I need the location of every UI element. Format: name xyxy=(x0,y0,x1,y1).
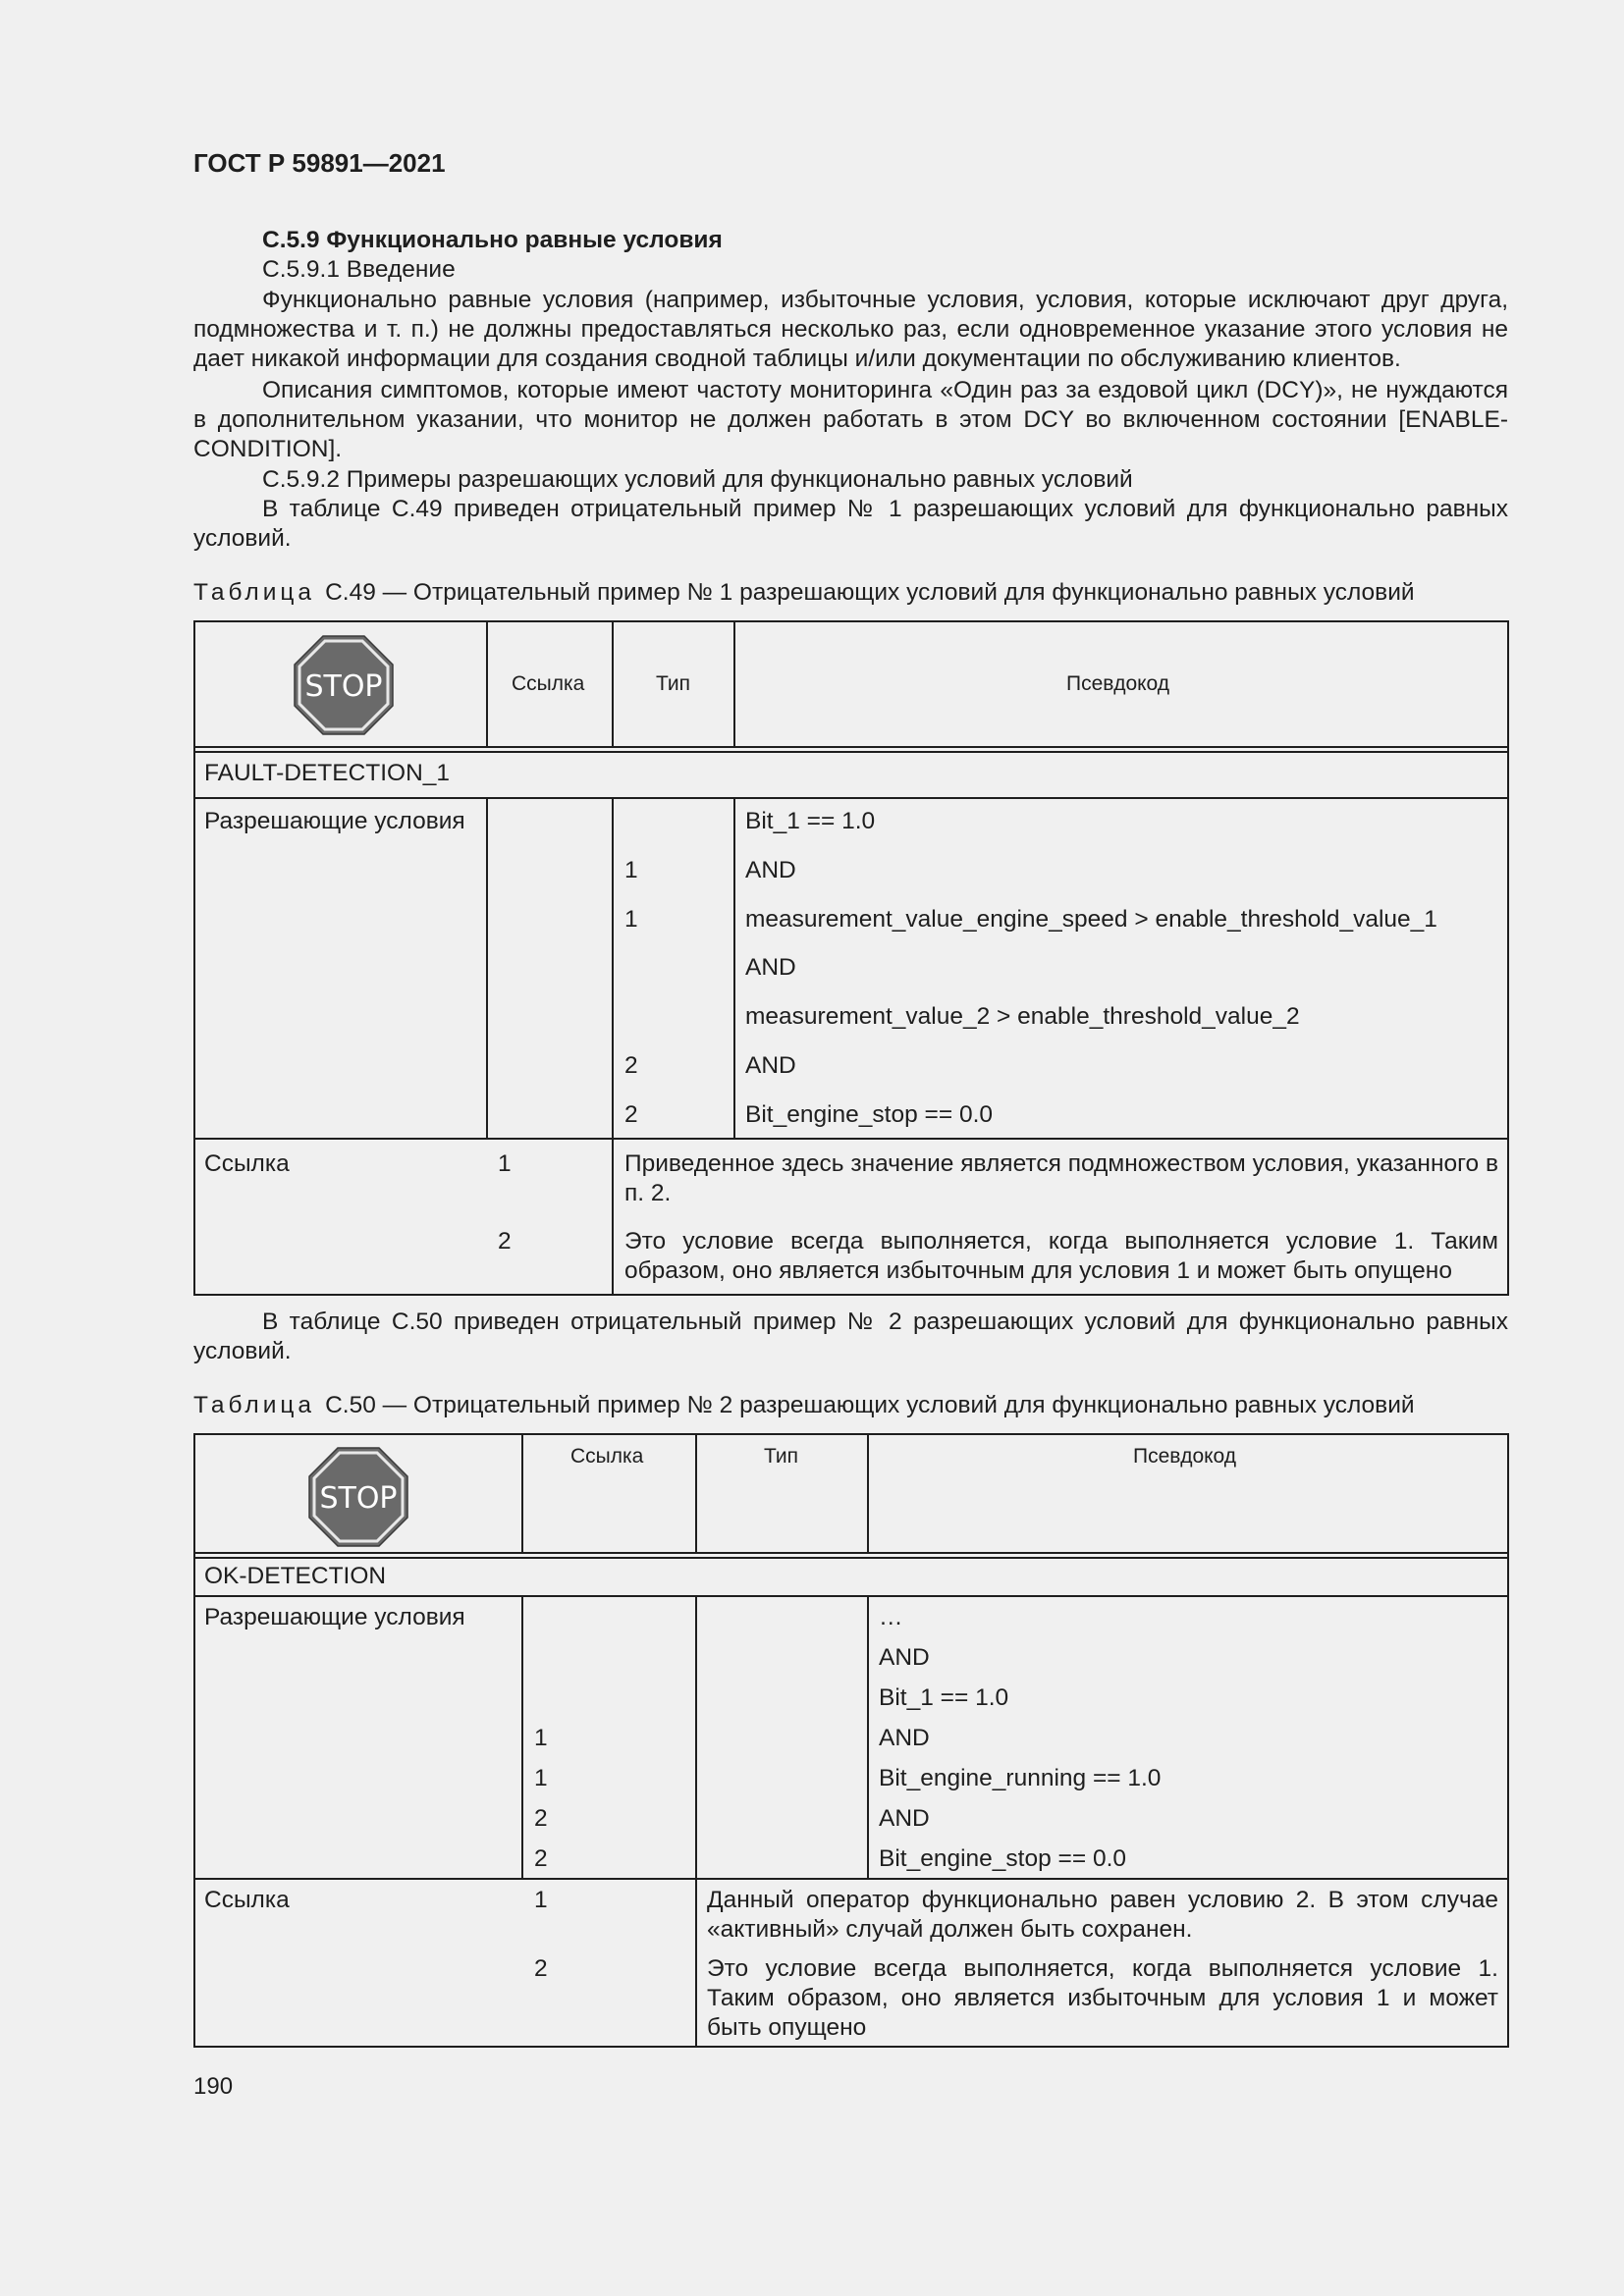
table50-caption-prefix: Таблица xyxy=(193,1392,316,1418)
document-id: ГОСТ Р 59891—2021 xyxy=(193,148,446,178)
table49-header-type: Тип xyxy=(656,672,691,695)
table50-code-1: AND xyxy=(879,1644,930,1671)
table50-ref-label: Ссылка xyxy=(204,1887,290,1913)
table50-note-1: Данный оператор функционально равен условию 2. В этом случае «активный» случай должен быть сохранен. xyxy=(707,1887,1498,1943)
table50-ref-6: 2 xyxy=(534,1845,548,1872)
paragraph-4: В таблице С.50 приведен отрицательный пример № 2 разрешающих условий для функционально равных условий. xyxy=(193,1308,1508,1364)
paragraph-2: Описания симптомов, которые имеют частоту мониторинга «Один раз за ездовой цикл (DCY)», не нуждаются в дополнительном указании, что монитор не должен работать в этом DCY во включенном состоянии [ENABLE-CONDITION]. xyxy=(193,377,1508,462)
table49-note-2: Это условие всегда выполняется, когда выполняется условие 1. Таким образом, оно является избыточным для условия 1 и может быть опущено xyxy=(624,1228,1498,1284)
table49-caption-text: С.49 — Отрицательный пример № 1 разрешающих условий для функционально равных условий xyxy=(325,579,1415,606)
table49-type-5: 2 xyxy=(624,1052,638,1079)
table50-code-3: AND xyxy=(879,1725,930,1751)
table50-header-ref: Ссылка xyxy=(570,1445,644,1468)
table50-code-6: Bit_engine_stop == 0.0 xyxy=(879,1845,1127,1872)
page-number: 190 xyxy=(193,2073,234,2100)
table49-code-4: measurement_value_2 > enable_threshold_value_2 xyxy=(745,1003,1300,1030)
table49-code-5: AND xyxy=(745,1052,796,1079)
table49-header-ref: Ссылка xyxy=(512,672,585,695)
table50-ref-5: 2 xyxy=(534,1805,548,1832)
subsection-intro: С.5.9.1 Введение xyxy=(262,256,456,283)
table49-caption-prefix: Таблица xyxy=(193,579,316,606)
subsection-examples: С.5.9.2 Примеры разрешающих условий для функционально равных условий xyxy=(262,466,1133,493)
table49-code-3: AND xyxy=(745,954,796,981)
table49-caption xyxy=(193,579,1415,607)
stop-sign-text: STOP xyxy=(319,1481,398,1516)
table50-code-2: Bit_1 == 1.0 xyxy=(879,1684,1009,1711)
paragraph-3: В таблице С.49 приведен отрицательный пример № 1 разрешающих условий для функционально равных условий. xyxy=(193,496,1508,552)
table49-header-code: Псевдокод xyxy=(1066,672,1170,695)
table49-group: FAULT-DETECTION_1 xyxy=(204,760,451,786)
table50-caption xyxy=(193,1392,1415,1419)
table49-note-num-2: 2 xyxy=(498,1228,512,1255)
paragraph-1: Функционально равные условия (например, избыточные условия, условия, которые исключают друг друга, подмножества и т. п.) не должны предоставляться несколько раз, если одновременное указание этого условия не дает никакой информации для создания сводной таблицы и/или документации по обслуживанию клиентов. xyxy=(193,287,1508,372)
stop-sign-icon xyxy=(308,1447,408,1547)
stop-sign-icon xyxy=(294,635,394,735)
table50-ref-3: 1 xyxy=(534,1725,548,1751)
table50-note-2: Это условие всегда выполняется, когда выполняется условие 1. Таким образом, оно является избыточным для условия 1 и может быть опущено xyxy=(707,1955,1498,2041)
table50-code-4: Bit_engine_running == 1.0 xyxy=(879,1765,1162,1791)
table49-code-6: Bit_engine_stop == 0.0 xyxy=(745,1101,994,1128)
table49-ref-label: Ссылка xyxy=(204,1150,290,1177)
table50-header-code: Псевдокод xyxy=(1133,1445,1237,1468)
table49-row-label: Разрешающие условия xyxy=(204,808,465,834)
table49-type-2: 1 xyxy=(624,906,638,933)
table50-header-type: Тип xyxy=(764,1445,799,1468)
section-heading: С.5.9 Функционально равные условия xyxy=(262,227,723,253)
table49-code-1: AND xyxy=(745,857,796,883)
table50-code-0: … xyxy=(879,1604,903,1630)
table50-group: OK-DETECTION xyxy=(204,1563,387,1589)
table50-row-label: Разрешающие условия xyxy=(204,1604,465,1630)
table50-ref-4: 1 xyxy=(534,1765,548,1791)
table49-note-1: Приведенное здесь значение является подмножеством условия, указанного в п. 2. xyxy=(624,1150,1498,1206)
table49-type-6: 2 xyxy=(624,1101,638,1128)
table49-type-1: 1 xyxy=(624,857,638,883)
stop-sign-text: STOP xyxy=(304,669,383,704)
table49-code-0: Bit_1 == 1.0 xyxy=(745,808,876,834)
table50-caption-text: С.50 — Отрицательный пример № 2 разрешающих условий для функционально равных условий xyxy=(325,1392,1415,1418)
table50-note-num-1: 1 xyxy=(534,1887,548,1913)
table49-note-num-1: 1 xyxy=(498,1150,512,1177)
table50-note-num-2: 2 xyxy=(534,1955,548,1982)
table50-code-5: AND xyxy=(879,1805,930,1832)
table49-code-2: measurement_value_engine_speed > enable_threshold_value_1 xyxy=(745,906,1437,933)
